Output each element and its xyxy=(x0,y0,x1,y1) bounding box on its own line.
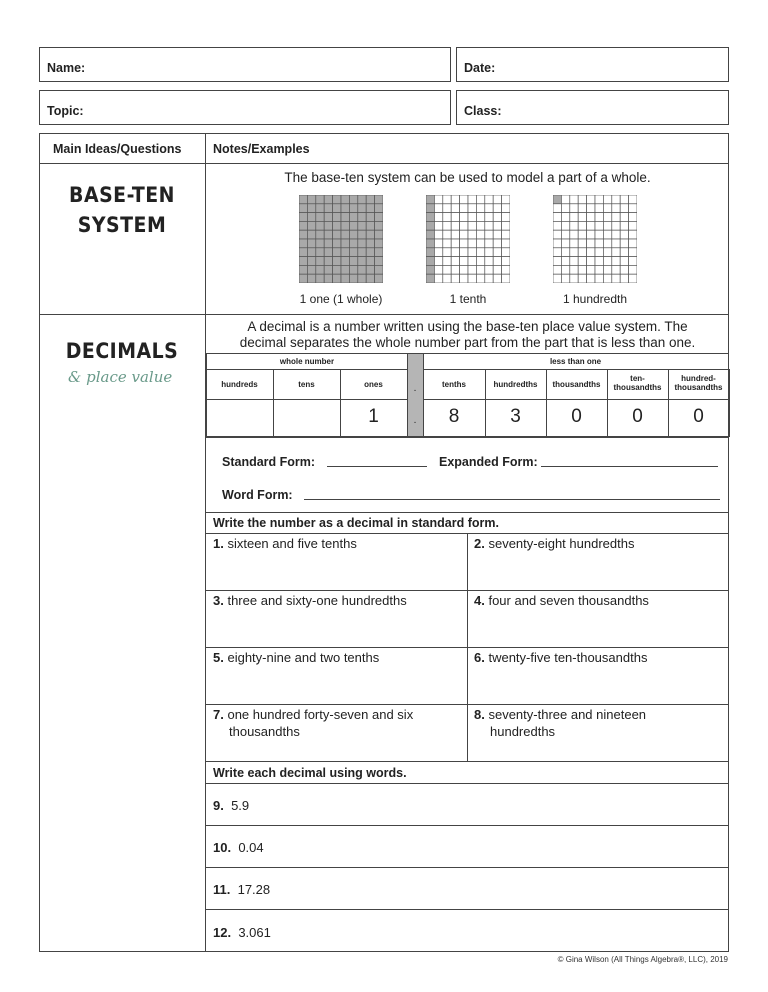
main-ideas-header: Main Ideas/Questions xyxy=(53,142,182,156)
section-divider xyxy=(39,314,729,315)
digit-ten-thousandths: 0 xyxy=(632,406,643,427)
question-6: 6. twenty-five ten-thousandths xyxy=(474,650,648,665)
word-row-divider-3 xyxy=(206,909,729,910)
place-value-chart xyxy=(206,353,729,437)
decimals-title: DECIMALS xyxy=(65,339,179,363)
place-header-thousandths: thousandths xyxy=(552,380,601,389)
date-label: Date: xyxy=(464,61,496,75)
section2-heading: Write each decimal using words. xyxy=(213,766,407,780)
caption-one-tenth: 1 tenth xyxy=(449,292,487,306)
standard-form-label: Standard Form: xyxy=(222,455,316,469)
question-5: 5. eighty-nine and two tenths xyxy=(213,650,380,665)
base-ten-title-line1: BASE-TEN xyxy=(69,183,175,207)
digit-cell xyxy=(206,399,274,437)
class-field-box[interactable] xyxy=(456,90,729,125)
question-10: 10. 0.04 xyxy=(213,840,264,855)
question-1: 1. sixteen and five tenths xyxy=(213,536,357,551)
question-12: 12. 3.061 xyxy=(213,925,271,940)
question-4: 4. four and seven thousandths xyxy=(474,593,649,608)
name-label: Name: xyxy=(47,61,86,75)
q-row-divider-4 xyxy=(206,761,729,762)
q-row-divider-2 xyxy=(206,647,729,648)
model-one-hundredth xyxy=(553,195,637,283)
digit-tenths: 8 xyxy=(448,406,460,427)
place-header-tenths: tenths xyxy=(442,380,466,389)
question-3: 3. three and sixty-one hundredths xyxy=(213,593,407,608)
question-2: 2. seventy-eight hundredths xyxy=(474,536,635,551)
digit-cell xyxy=(273,399,341,437)
base-ten-sentence: The base-ten system can be used to model a part of a whole. xyxy=(284,170,651,185)
caption-one-whole: 1 one (1 whole) xyxy=(299,292,383,306)
q-row-divider-3 xyxy=(206,704,729,705)
chart-bottom-line xyxy=(206,437,729,438)
digit-thousandths: 0 xyxy=(571,406,582,427)
model-one-tenth xyxy=(426,195,510,283)
word-form-blank[interactable] xyxy=(304,499,720,500)
name-field-box[interactable] xyxy=(39,47,451,82)
question-7: 7. one hundred forty-seven and six thousandths xyxy=(213,707,414,739)
notes-examples-header: Notes/Examples xyxy=(213,142,310,156)
date-field-box[interactable] xyxy=(456,47,729,82)
class-label: Class: xyxy=(464,104,502,118)
word-row-divider-1 xyxy=(206,825,729,826)
question-8: 8. seventy-three and nineteen hundredths xyxy=(474,707,647,739)
place-value-subtitle: & place value xyxy=(68,368,173,386)
whole-number-label: whole number xyxy=(279,357,335,366)
question-9: 9. 5.9 xyxy=(213,798,250,813)
place-header-ones: ones xyxy=(364,380,383,389)
caption-one-hundredth: 1 hundredth xyxy=(562,292,628,306)
section2-heading-line xyxy=(206,783,729,784)
model-one-whole xyxy=(299,195,383,283)
section1-top-line xyxy=(206,512,729,513)
section1-heading: Write the number as a decimal in standard form. xyxy=(213,516,499,530)
question-11: 11. 17.28 xyxy=(213,882,271,897)
expanded-form-label: Expanded Form: xyxy=(439,455,538,469)
digit-hundredths: 3 xyxy=(510,406,521,427)
base-ten-title-line2: SYSTEM xyxy=(77,213,167,237)
place-header-tens: tens xyxy=(298,380,315,389)
column-divider xyxy=(205,133,206,952)
decimal-definition-line1: A decimal is a number written using the base-ten place value system. The xyxy=(247,319,688,334)
decimal-definition-line2: decimal separates the whole number part from the part that is less than one. xyxy=(239,335,696,350)
digit-ones: 1 xyxy=(368,406,379,427)
q-row-divider-1 xyxy=(206,590,729,591)
column-header-divider xyxy=(39,163,729,164)
digit-hundred-thousandths: 0 xyxy=(693,406,704,427)
topic-label: Topic: xyxy=(47,104,84,118)
place-header-hundredths: hundredths xyxy=(493,380,538,389)
topic-field-box[interactable] xyxy=(39,90,451,125)
copyright: © Gina Wilson (All Things Algebra®, LLC), 2019 xyxy=(557,955,728,964)
place-header-hundreds: hundreds xyxy=(221,380,258,389)
word-form-label: Word Form: xyxy=(222,488,293,502)
decimal-point-header: . xyxy=(413,383,417,394)
decimal-point-digit: . xyxy=(413,415,417,426)
expanded-form-blank[interactable] xyxy=(541,466,718,467)
standard-form-blank[interactable] xyxy=(327,466,427,467)
word-row-divider-2 xyxy=(206,867,729,868)
place-header-hundred-thousandths: hundred- thousandths xyxy=(674,374,723,392)
place-header-ten-thousandths: ten- thousandths xyxy=(613,374,662,392)
less-than-one-label: less than one xyxy=(549,357,602,366)
